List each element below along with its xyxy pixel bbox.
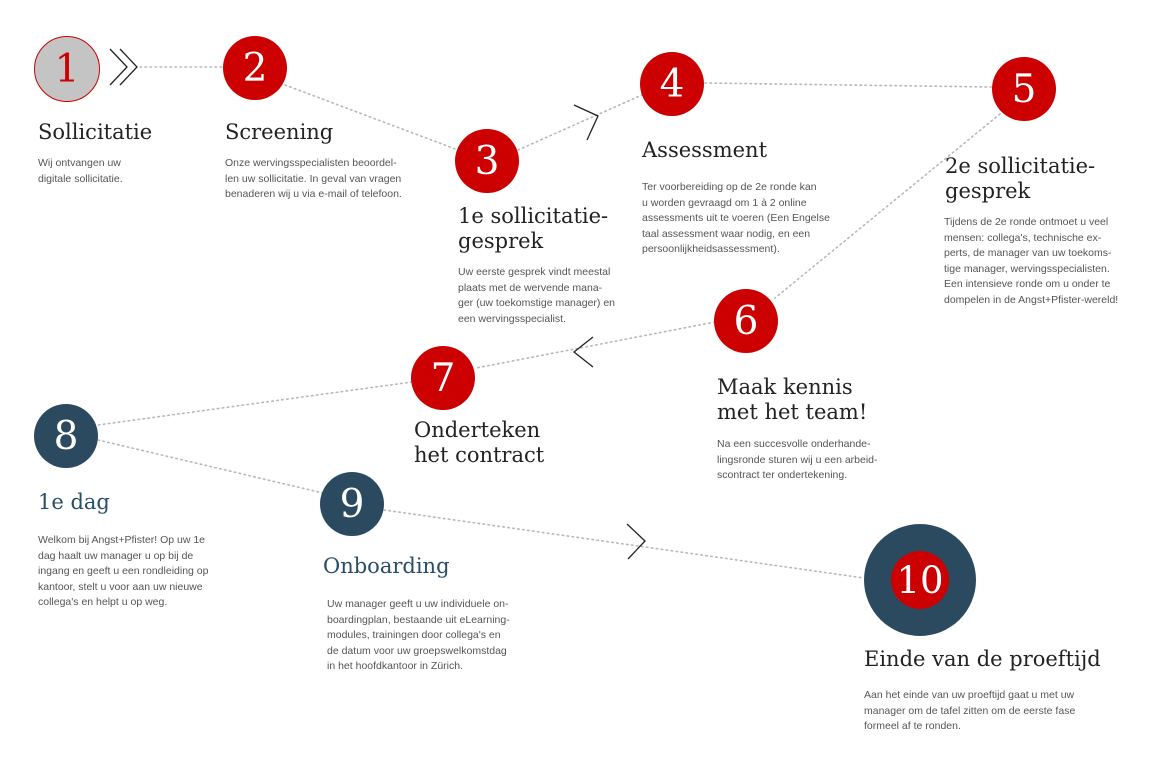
step-8-circle: 8 xyxy=(34,404,98,468)
step-2-circle: 2 xyxy=(223,36,287,100)
step-4-circle: 4 xyxy=(640,52,704,116)
step-5-description: Tijdens de 2e ronde ontmoet u veel mensen: collega's, technische ex- perts, de manager van uw toekoms- tige manager, wervingsspecialisten. Een intensieve ronde om u onder te dompelen in de Angst+Pfister-wereld! xyxy=(944,216,1119,306)
step-1-title: Sollicitatie xyxy=(38,120,153,144)
step-2-description: Onze wervingsspecialisten beoordel- len uw sollicitatie. In geval van vragen benaderen wij u via e-mail of telefoon. xyxy=(225,157,402,200)
chevron-icon xyxy=(574,337,593,367)
step-8-description: Welkom bij Angst+Pfister! Op uw 1e dag haalt uw manager u op bij de ingang en geeft u een rondleiding op kantoor, stelt u voor aan uw nieuwe collega's en helpt u op weg. xyxy=(38,534,209,608)
chevron-icon xyxy=(574,105,598,140)
step-9-description: Uw manager geeft u uw individuele on- boardingplan, bestaande uit eLearning- modules, trainingen door collega's en de datum voor uw groepswelkomstdag in het hoofdkantoor in Zürich. xyxy=(327,598,510,672)
step-5-title: 2e sollicitatie- gesprek xyxy=(945,154,1096,204)
step-3-description: Uw eerste gesprek vindt meestal plaats met de wervende mana- ger (uw toekomstige manager) en een wervingsspecialist. xyxy=(458,266,615,325)
step-1-circle: 1 xyxy=(34,36,100,102)
double-chevron-right-icon xyxy=(110,49,137,85)
connector-7-8 xyxy=(98,382,412,425)
connector-8-9 xyxy=(98,440,323,493)
step-9-circle: 9 xyxy=(320,472,384,536)
step-10-description: Aan het einde van uw proeftijd gaat u met uw manager om de tafel zitten om de eerste fase formeel af te ronden. xyxy=(864,689,1076,732)
step-5-circle: 5 xyxy=(992,57,1056,121)
step-4-title: Assessment xyxy=(642,138,768,162)
step-2-title: Screening xyxy=(225,120,334,144)
connector-9-10 xyxy=(384,510,864,578)
step-7-title: Onderteken het contract xyxy=(414,418,545,468)
step-3-title: 1e sollicitatie- gesprek xyxy=(458,204,609,254)
step-4-description: Ter voorbereiding op de 2e ronde kan u worden gevraagd om 1 à 2 online assessments uit te voeren (Een Engelse taal assessment waar nodig, en een persoonlijkheidsassessment). xyxy=(642,181,830,255)
connector-4-5 xyxy=(705,83,992,87)
step-10-inner-circle: 10 xyxy=(891,551,949,609)
chevron-icon xyxy=(627,524,645,559)
connector-3-4 xyxy=(518,95,642,150)
connector-6-7 xyxy=(476,322,715,368)
step-7-circle: 7 xyxy=(411,346,475,410)
step-6-circle: 6 xyxy=(714,289,778,353)
step-3-circle: 3 xyxy=(455,129,519,193)
step-9-title: Onboarding xyxy=(323,554,450,578)
step-10-title: Einde van de proeftijd xyxy=(864,647,1101,671)
step-1-description: Wij ontvangen uw digitale sollicitatie. xyxy=(38,157,123,185)
step-6-title: Maak kennis met het team! xyxy=(717,375,868,425)
step-6-description: Na een succesvolle onderhande- lingsronde sturen wij u een arbeid- scontract ter ondertekening. xyxy=(717,438,878,481)
step-8-title: 1e dag xyxy=(38,490,110,514)
